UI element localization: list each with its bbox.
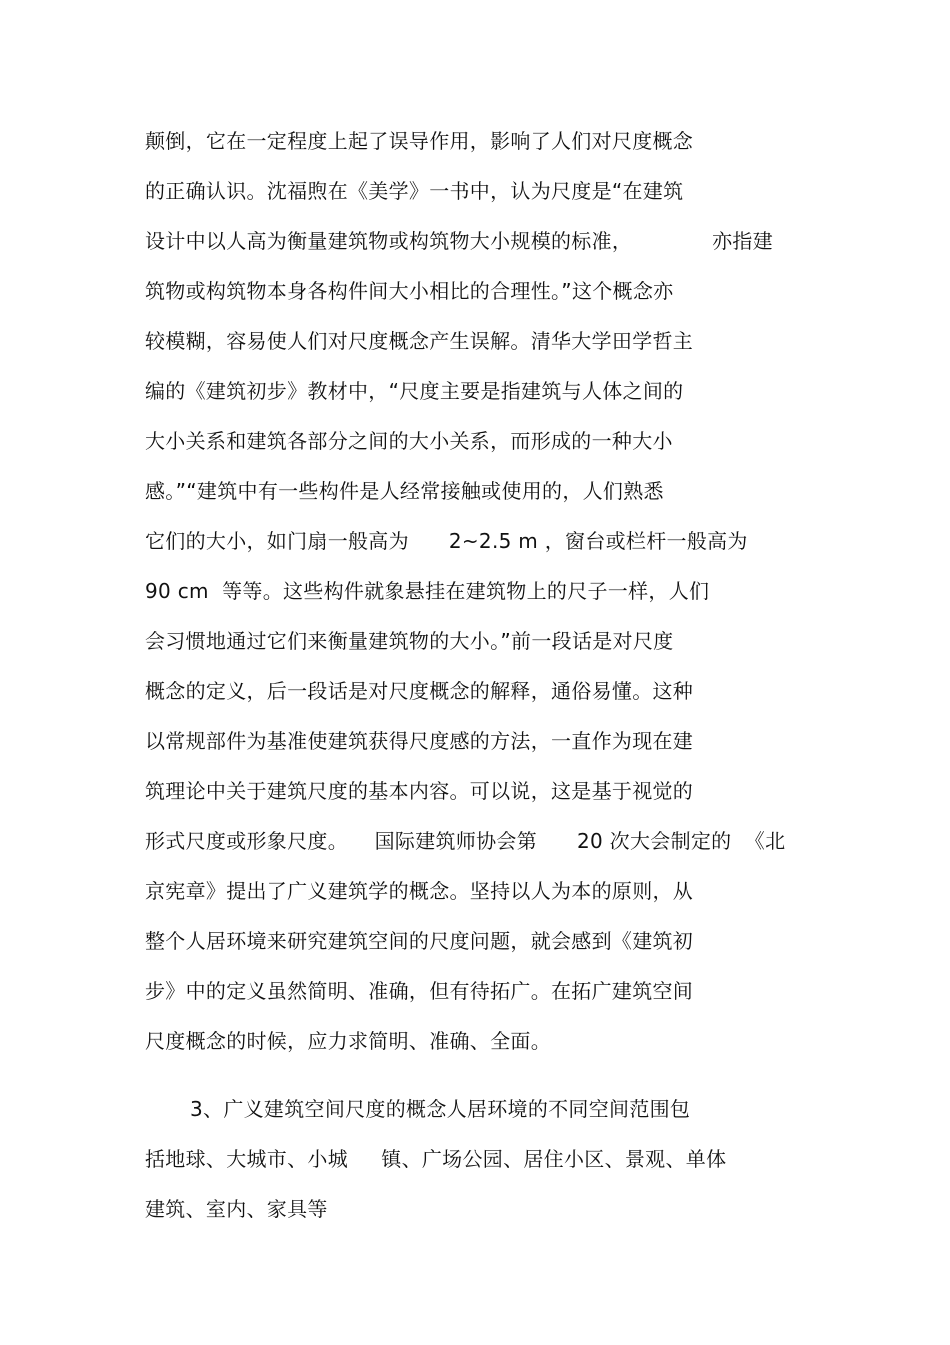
text-line: 概念的定义，后一段话是对尺度概念的解释，通俗易懂。这种	[145, 679, 694, 703]
text-line: 设计中以人高为衡量建筑物或构筑物大小规模的标准， 亦指建	[145, 229, 773, 253]
text-line: 形式尺度或形象尺度。 国际建筑师协会第 20 次大会制定的 《北	[145, 829, 786, 853]
text-line: 感。”“建筑中有一些构件是人经常接触或使用的，人们熟悉	[145, 479, 664, 503]
text-line: 筑物或构筑物本身各构件间大小相比的合理性。”这个概念亦	[145, 279, 674, 303]
text-line: 整个人居环境来研究建筑空间的尺度问题，就会感到《建筑初	[145, 929, 694, 953]
text-line: 步》中的定义虽然简明、准确，但有待拓广。在拓广建筑空间	[145, 979, 694, 1003]
text-line: 90 cm 等等。这些构件就象悬挂在建筑物上的尺子一样，人们	[145, 579, 710, 603]
text-line: 括地球、大城市、小城 镇、广场公园、居住小区、景观、单体	[145, 1147, 727, 1171]
text-line: 它们的大小，如门扇一般高为 2~2.5 m ，窗台或栏杆一般高为	[145, 529, 748, 553]
text-line: 京宪章》提出了广义建筑学的概念。坚持以人为本的原则，从	[145, 879, 694, 903]
text-line: 会习惯地通过它们来衡量建筑物的大小。”前一段话是对尺度	[145, 629, 674, 653]
text-line: 颠倒，它在一定程度上起了误导作用，影响了人们对尺度概念	[145, 129, 694, 153]
text-line: 大小关系和建筑各部分之间的大小关系，而形成的一种大小	[145, 429, 673, 453]
text-line: 的正确认识。沈福煦在《美学》一书中，认为尺度是“在建筑	[145, 179, 684, 203]
text-line: 建筑、室内、家具等	[145, 1197, 328, 1221]
section-heading: 3、广义建筑空间尺度的概念人居环境的不同空间范围包	[190, 1097, 691, 1121]
text-line: 筑理论中关于建筑尺度的基本内容。可以说，这是基于视觉的	[145, 779, 694, 803]
text-line: 尺度概念的时候，应力求简明、准确、全面。	[145, 1029, 551, 1053]
text-line: 以常规部件为基准使建筑获得尺度感的方法，一直作为现在建	[145, 729, 694, 753]
text-line: 编的《建筑初步》教材中，“尺度主要是指建筑与人体之间的	[145, 379, 684, 403]
text-line: 较模糊，容易使人们对尺度概念产生误解。清华大学田学哲主	[145, 329, 694, 353]
